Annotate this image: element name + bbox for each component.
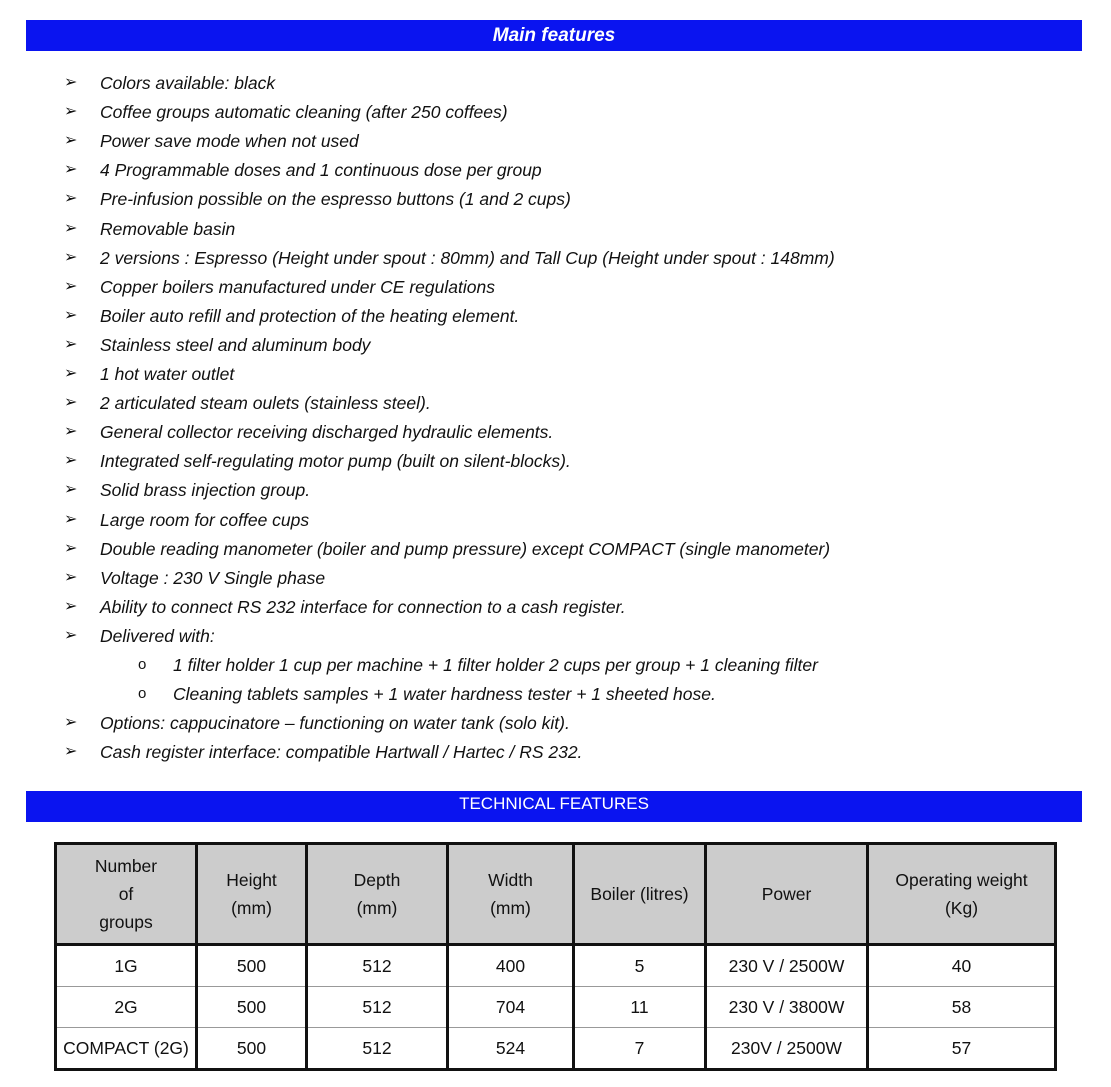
table-cell: 400 [448, 945, 574, 987]
table-row [56, 945, 1056, 987]
arrow-bullet-icon: ➢ [64, 277, 78, 295]
feature-text: Boiler auto refill and protection of the heating element. [100, 305, 520, 326]
feature-text: 4 Programmable doses and 1 continuous dose per group [100, 160, 542, 181]
feature-text: Colors available: black [100, 73, 276, 93]
main-features-title: Main features [492, 25, 616, 46]
delivered-with-text: 1 filter holder 1 cup per machine + 1 filter holder 2 cups per group + 1 cleaning filter [173, 655, 818, 675]
feature-text: 1 hot water outlet [100, 364, 235, 384]
table-cell: 11 [574, 987, 706, 1028]
feature-text: Double reading manometer (boiler and pump pressure) except COMPACT (single manometer) [100, 538, 831, 559]
table-cell: 512 [307, 1028, 448, 1070]
feature-text: Cash register interface: compatible Hartwall / Hartec / RS 232. [100, 742, 583, 763]
table-cell: 500 [197, 987, 307, 1028]
arrow-bullet-icon: ➢ [64, 539, 78, 557]
feature-text: 2 versions : Espresso (Height under spout : 80mm) and Tall Cup (Height under spout : 148mm) [100, 247, 835, 268]
arrow-bullet-icon: ➢ [64, 626, 78, 644]
technical-features-table [54, 842, 1057, 1071]
table-cell: COMPACT (2G) [56, 1028, 197, 1070]
arrow-bullet-icon: ➢ [64, 74, 78, 91]
feature-text: Pre-infusion possible on the espresso buttons (1 and 2 cups) [100, 189, 571, 210]
feature-text: Delivered with: [100, 625, 215, 646]
feature-text: Stainless steel and aluminum body [100, 334, 371, 355]
technical-features-title: TECHNICAL FEATURES [459, 794, 649, 813]
circle-bullet-icon: o [138, 685, 147, 703]
table-cell: 58 [868, 987, 1056, 1028]
table-cell: 5 [574, 945, 706, 987]
arrow-bullet-icon: ➢ [64, 597, 78, 615]
table-cell: 40 [868, 945, 1056, 987]
arrow-bullet-icon: ➢ [64, 219, 78, 237]
table-cell: 230 V / 3800W [706, 987, 868, 1028]
table-cell: 512 [307, 987, 448, 1028]
delivered-with-text: Cleaning tablets samples + 1 water hardness tester + 1 sheeted hose. [173, 684, 716, 705]
header-power: Power [706, 844, 868, 945]
header-operating-weight: Operating weight (Kg) [868, 844, 1056, 945]
feature-text: Voltage : 230 V Single phase [100, 567, 326, 588]
table-cell: 1G [56, 945, 197, 987]
table-row [56, 1028, 1056, 1070]
table-cell: 704 [448, 987, 574, 1028]
arrow-bullet-icon: ➢ [64, 103, 78, 121]
header-depth: Depth (mm) [307, 844, 448, 945]
arrow-bullet-icon: ➢ [64, 248, 78, 266]
feature-text: Large room for coffee cups [100, 509, 310, 530]
table-cell: 57 [868, 1028, 1056, 1070]
feature-text: Options: cappucinatore – functioning on water tank (solo kit). [100, 713, 570, 734]
feature-text: Integrated self-regulating motor pump (built on silent-blocks). [100, 451, 571, 472]
table-cell: 230V / 2500W [706, 1028, 868, 1070]
arrow-bullet-icon: ➢ [64, 714, 78, 732]
table-row [56, 987, 1056, 1028]
table-cell: 7 [574, 1028, 706, 1070]
arrow-bullet-icon: ➢ [64, 365, 78, 382]
table-cell: 2G [56, 987, 197, 1028]
feature-text: Coffee groups automatic cleaning (after 250 coffees) [100, 102, 508, 123]
table-cell: 230 V / 2500W [706, 945, 868, 987]
arrow-bullet-icon: ➢ [64, 190, 78, 208]
arrow-bullet-icon: ➢ [64, 132, 78, 150]
circle-bullet-icon: o [138, 656, 147, 673]
header-boiler: Boiler (litres) [574, 844, 706, 945]
arrow-bullet-icon: ➢ [64, 394, 78, 412]
arrow-bullet-icon: ➢ [64, 481, 78, 499]
arrow-bullet-icon: ➢ [64, 568, 78, 586]
main-features-banner [26, 20, 1082, 51]
header-number-of-groups: Number of groups [56, 844, 197, 945]
table-cell: 512 [307, 945, 448, 987]
feature-text: Removable basin [100, 218, 236, 239]
arrow-bullet-icon: ➢ [64, 306, 78, 324]
header-width: Width (mm) [448, 844, 574, 945]
feature-text: Power save mode when not used [100, 131, 359, 152]
table-header-row [56, 844, 1056, 945]
feature-text: Copper boilers manufactured under CE regulations [100, 276, 495, 297]
arrow-bullet-icon: ➢ [64, 743, 78, 761]
feature-text: General collector receiving discharged hydraulic elements. [100, 422, 554, 443]
table-cell: 500 [197, 945, 307, 987]
header-height: Height (mm) [197, 844, 307, 945]
feature-text: 2 articulated steam oulets (stainless steel). [100, 393, 431, 414]
arrow-bullet-icon: ➢ [64, 423, 78, 441]
arrow-bullet-icon: ➢ [64, 510, 78, 528]
feature-text: Solid brass injection group. [100, 480, 311, 501]
table-cell: 524 [448, 1028, 574, 1070]
table-cell: 500 [197, 1028, 307, 1070]
arrow-bullet-icon: ➢ [64, 335, 78, 353]
arrow-bullet-icon: ➢ [64, 452, 78, 470]
feature-text: Ability to connect RS 232 interface for connection to a cash register. [100, 596, 626, 617]
arrow-bullet-icon: ➢ [64, 161, 78, 179]
technical-features-banner [26, 791, 1082, 821]
